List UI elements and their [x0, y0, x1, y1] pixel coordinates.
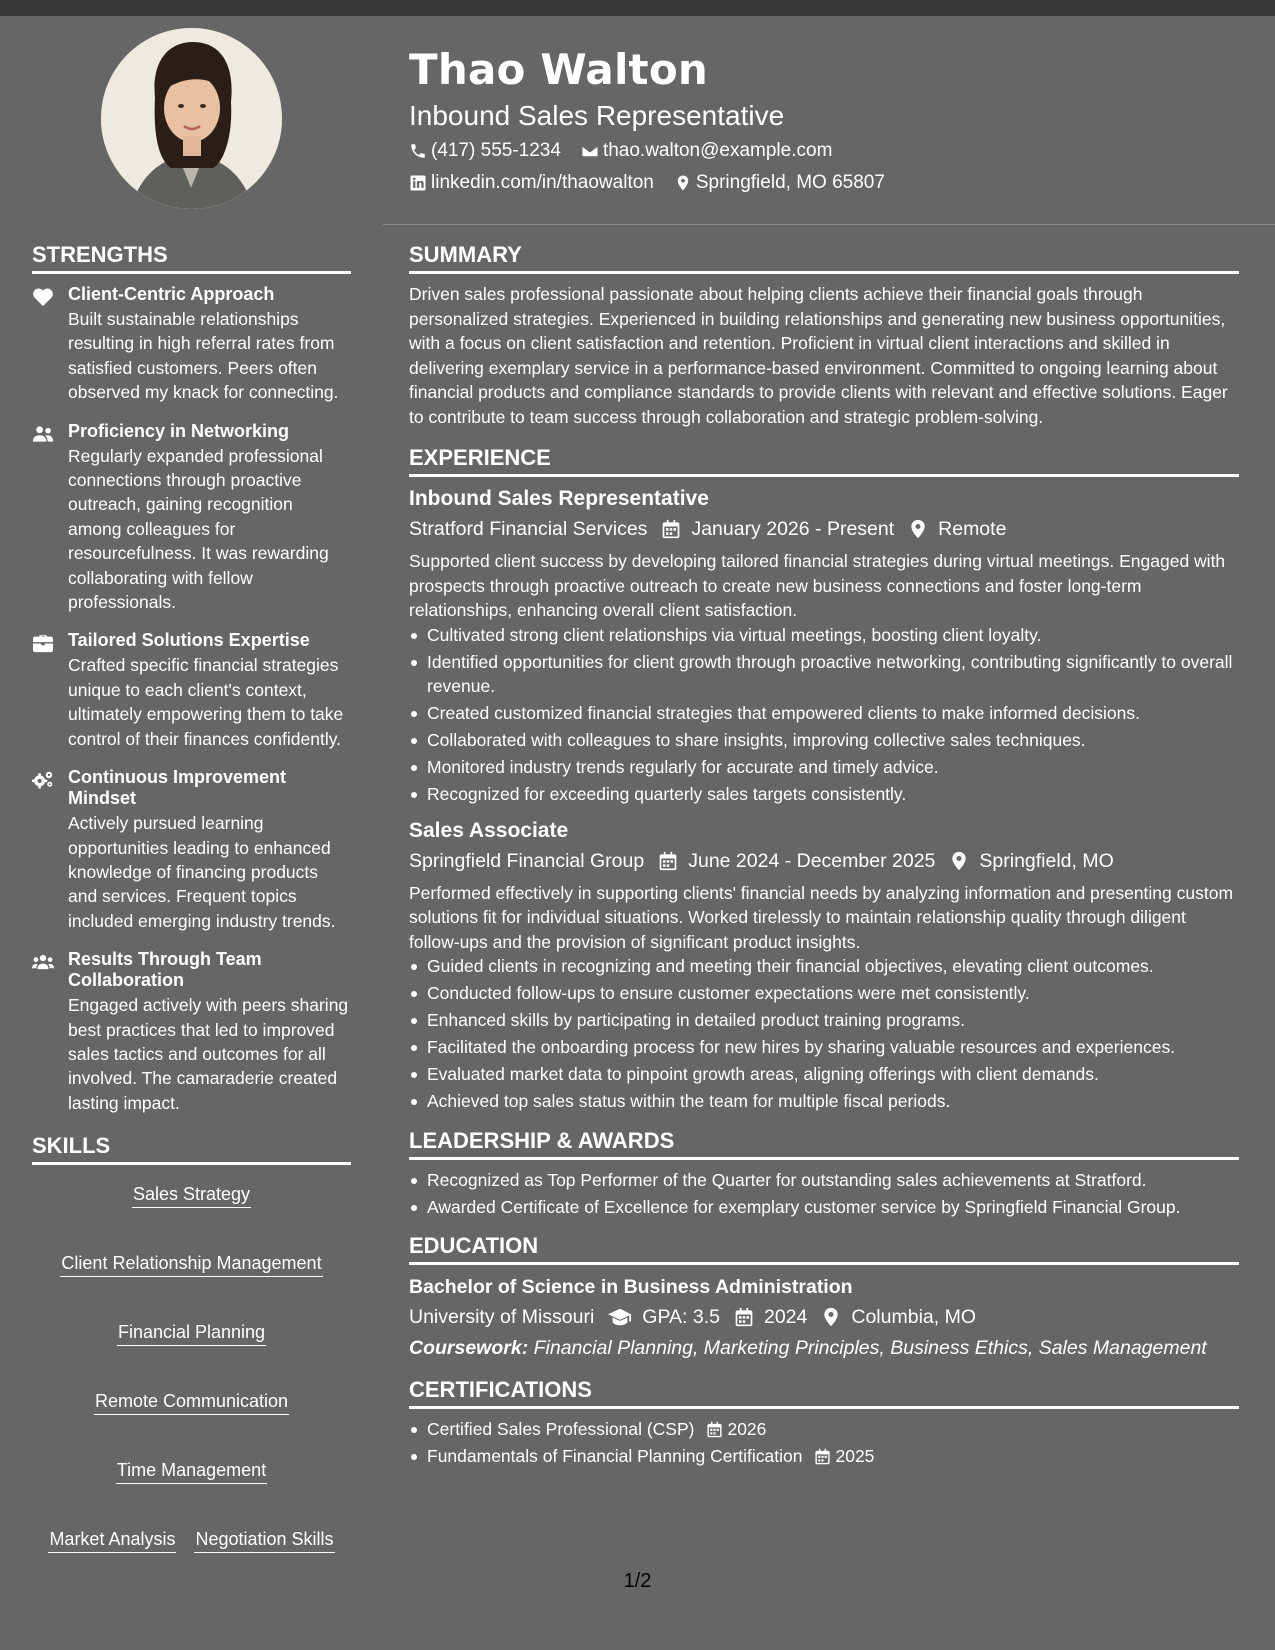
certifications-heading: CERTIFICATIONS: [409, 1375, 1239, 1409]
education-section: [409, 1231, 1239, 1363]
certification-year: 2025: [835, 1446, 875, 1466]
skills-heading: SKILLS: [32, 1131, 351, 1165]
education-heading: EDUCATION: [409, 1231, 1239, 1265]
strength-description: Crafted specific financial strategies unique to each client's context, ultimately empowering them to take control of their finances confidently.: [68, 655, 344, 749]
map-pin-icon: [949, 851, 969, 871]
certification-year: 2026: [727, 1419, 767, 1439]
job-meta: [409, 513, 1239, 545]
strength-item: [32, 630, 351, 751]
linkedin-contact[interactable]: [409, 168, 654, 198]
skill-tag: Time Management: [116, 1459, 267, 1484]
map-pin-icon: [908, 519, 928, 539]
page-number: 1/2: [623, 1570, 652, 1592]
strength-title: Continuous Improvement Mindset: [68, 767, 287, 809]
strength-item: [32, 767, 351, 933]
briefcase-icon: [32, 633, 54, 653]
skill-tag: Remote Communication: [94, 1390, 289, 1415]
job-dates: January 2026 - Present: [691, 518, 895, 540]
phone-contact[interactable]: [409, 136, 561, 166]
skills-section: [32, 1131, 351, 1553]
list-item: Awarded Certificate of Excellence for exemplary customer service by Springfield Financial Group.: [409, 1195, 1239, 1220]
list-item: Cultivated strong client relationships via virtual meetings, boosting client loyalty.: [409, 623, 1239, 648]
experience-heading: EXPERIENCE: [409, 443, 1239, 477]
strength-description: Engaged actively with peers sharing best practices that led to improved sales tactics and outcomes for all involved. The camaraderie created lasting impact.: [68, 995, 349, 1113]
list-item: Recognized for exceeding quarterly sales targets consistently.: [409, 782, 1239, 807]
job-location: Springfield, MO: [979, 849, 1114, 872]
awards-list: [409, 1168, 1239, 1220]
strength-description: Built sustainable relationships resulting in high referral rates from satisfied customers. Peers often observed my knack for connecting.: [68, 309, 339, 403]
certification-name: Fundamentals of Financial Planning Certification: [427, 1446, 803, 1466]
gpa-text: GPA: 3.5: [642, 1306, 720, 1328]
certifications-section: [409, 1375, 1239, 1469]
linkedin-text: linkedin.com/in/thaowalton: [431, 172, 654, 193]
summary-heading: SUMMARY: [409, 240, 1239, 274]
linkedin-icon: [409, 174, 427, 192]
users-icon: [32, 424, 54, 444]
list-item: Achieved top sales status within the team for multiple fiscal periods.: [409, 1089, 1239, 1114]
left-column: [32, 240, 351, 1553]
list-item: Conducted follow-ups to ensure customer expectations were met consistently.: [409, 981, 1239, 1006]
job-description: Supported client success by developing tailored financial strategies during virtual meetings. Engaged with prospects through proactive outreach to create new business connections and foster long-term relationships, enhancing overall client satisfaction.: [409, 551, 1226, 620]
strength-title: Proficiency in Networking: [68, 420, 290, 441]
header-divider: [383, 224, 1275, 225]
calendar-icon: [658, 851, 678, 871]
calendar-icon: [661, 519, 681, 539]
contact-row-1: [409, 136, 1249, 166]
map-pin-icon: [821, 1307, 841, 1327]
job-location: Remote: [938, 518, 1007, 540]
job-description: Performed effectively in supporting clients' financial needs by analyzing information and presenting custom solutions fit for individual situations. Worked tirelessly to maintain relationship quality through diligent follow-ups and the provision of significant product insights.: [409, 882, 1234, 952]
list-item: Guided clients in recognizing and meeting their financial objectives, elevating client outcomes.: [409, 954, 1239, 979]
skill-tag: Market Analysis: [48, 1528, 176, 1553]
education-meta: [409, 1301, 1239, 1333]
list-item: Monitored industry trends regularly for accurate and timely advice.: [409, 755, 1239, 780]
list-item: Identified opportunities for client growth through proactive networking, contributing significantly to overall revenue.: [409, 650, 1239, 699]
phone-icon: [409, 142, 427, 160]
school-location: Columbia, MO: [851, 1306, 976, 1328]
list-item: [409, 1444, 1239, 1469]
strength-title: Client-Centric Approach: [68, 284, 275, 304]
strengths-heading: STRENGTHS: [32, 240, 351, 274]
list-item: Recognized as Top Performer of the Quarter for outstanding sales achievements at Stratford.: [409, 1168, 1239, 1193]
job-bullets: [409, 623, 1239, 807]
list-item: Created customized financial strategies that empowered clients to make informed decisions.: [409, 701, 1239, 726]
coursework: [409, 1333, 1239, 1363]
list-item: Collaborated with colleagues to share insights, improving collective sales techniques.: [409, 728, 1239, 753]
list-item: Enhanced skills by participating in detailed product training programs.: [409, 1008, 1239, 1033]
certification-name: Certified Sales Professional (CSP): [427, 1419, 695, 1439]
email-text: thao.walton@example.com: [602, 140, 833, 161]
job-dates: June 2024 - December 2025: [688, 849, 936, 872]
top-bar: [0, 0, 1275, 16]
phone-text: (417) 555-1234: [431, 140, 561, 161]
job-company: Stratford Financial Services: [409, 518, 648, 540]
candidate-name: Thao Walton: [409, 45, 708, 94]
awards-heading: LEADERSHIP & AWARDS: [409, 1126, 1239, 1160]
strength-description: Regularly expanded professional connections through proactive outreach, gaining recognition among colleagues for resourcefulness. It was rewarding collaborating with fellow professionals.: [68, 445, 329, 613]
email-contact[interactable]: [581, 136, 832, 166]
skill-tag: Client Relationship Management: [60, 1252, 322, 1277]
coursework-text: Financial Planning, Marketing Principles, Business Ethics, Sales Management: [533, 1337, 1207, 1359]
skill-tag: Sales Strategy: [132, 1183, 251, 1208]
strength-item: [32, 421, 351, 615]
strength-title: Results Through Team Collaboration: [68, 949, 262, 991]
list-item: Facilitated the onboarding process for new hires by sharing valuable resources and experiences.: [409, 1035, 1239, 1060]
team-icon: [32, 952, 54, 972]
skill-list: [32, 1175, 351, 1553]
gears-icon: [32, 770, 54, 790]
strength-item: [32, 949, 351, 1115]
resume-header: [409, 40, 1249, 198]
job-title: Sales Associate: [409, 818, 569, 842]
job-meta: [409, 845, 1239, 877]
graduation-cap-icon: [608, 1307, 632, 1327]
list-item: [409, 1417, 1239, 1442]
job-entry: [409, 817, 1239, 1114]
map-pin-icon: [674, 174, 692, 192]
candidate-role: Inbound Sales Representative: [409, 100, 785, 131]
envelope-icon: [581, 142, 599, 160]
profile-photo: [101, 28, 282, 209]
skill-tag: Financial Planning: [117, 1321, 266, 1346]
strength-description: Actively pursued learning opportunities leading to enhanced knowledge of financing products and services. Frequent topics included emerging industry trends.: [68, 813, 336, 931]
calendar-icon: [706, 1421, 723, 1438]
calendar-icon: [734, 1307, 754, 1327]
heart-icon: [32, 287, 54, 307]
contact-row-2: [409, 168, 1249, 198]
job-bullets: [409, 954, 1239, 1114]
list-item: Evaluated market data to pinpoint growth areas, aligning offerings with client demands.: [409, 1062, 1239, 1087]
certifications-list: [409, 1417, 1239, 1469]
school-name: University of Missouri: [409, 1306, 595, 1328]
skill-tag: Negotiation Skills: [194, 1528, 334, 1553]
right-column: [409, 240, 1239, 1481]
job-entry: [409, 485, 1239, 807]
location-contact: [674, 168, 885, 198]
coursework-label: Coursework:: [409, 1337, 529, 1359]
job-company: Springfield Financial Group: [409, 849, 645, 872]
strength-item: [32, 284, 351, 405]
job-title: Inbound Sales Representative: [409, 487, 709, 510]
strength-title: Tailored Solutions Expertise: [68, 630, 310, 651]
degree-title: Bachelor of Science in Business Administration: [409, 1276, 853, 1298]
awards-section: [409, 1126, 1239, 1220]
calendar-icon: [814, 1448, 831, 1465]
summary-text: Driven sales professional passionate about helping clients achieve their financial goals through personalized strategies. Experienced in building relationships and generating new business opportunities, with a focus on client satisfaction and retention. Proficient in virtual client interactions and skilled in delivering exemplary service in a performance-based environment. Committed to ongoing learning about financial products and compliance standards to provide clients with relevant and effective solutions. Eager to contribute to team success through collaboration and strategic problem-solving.: [409, 284, 1228, 427]
graduation-year: 2024: [763, 1306, 808, 1328]
location-text: Springfield, MO 65807: [695, 172, 885, 193]
